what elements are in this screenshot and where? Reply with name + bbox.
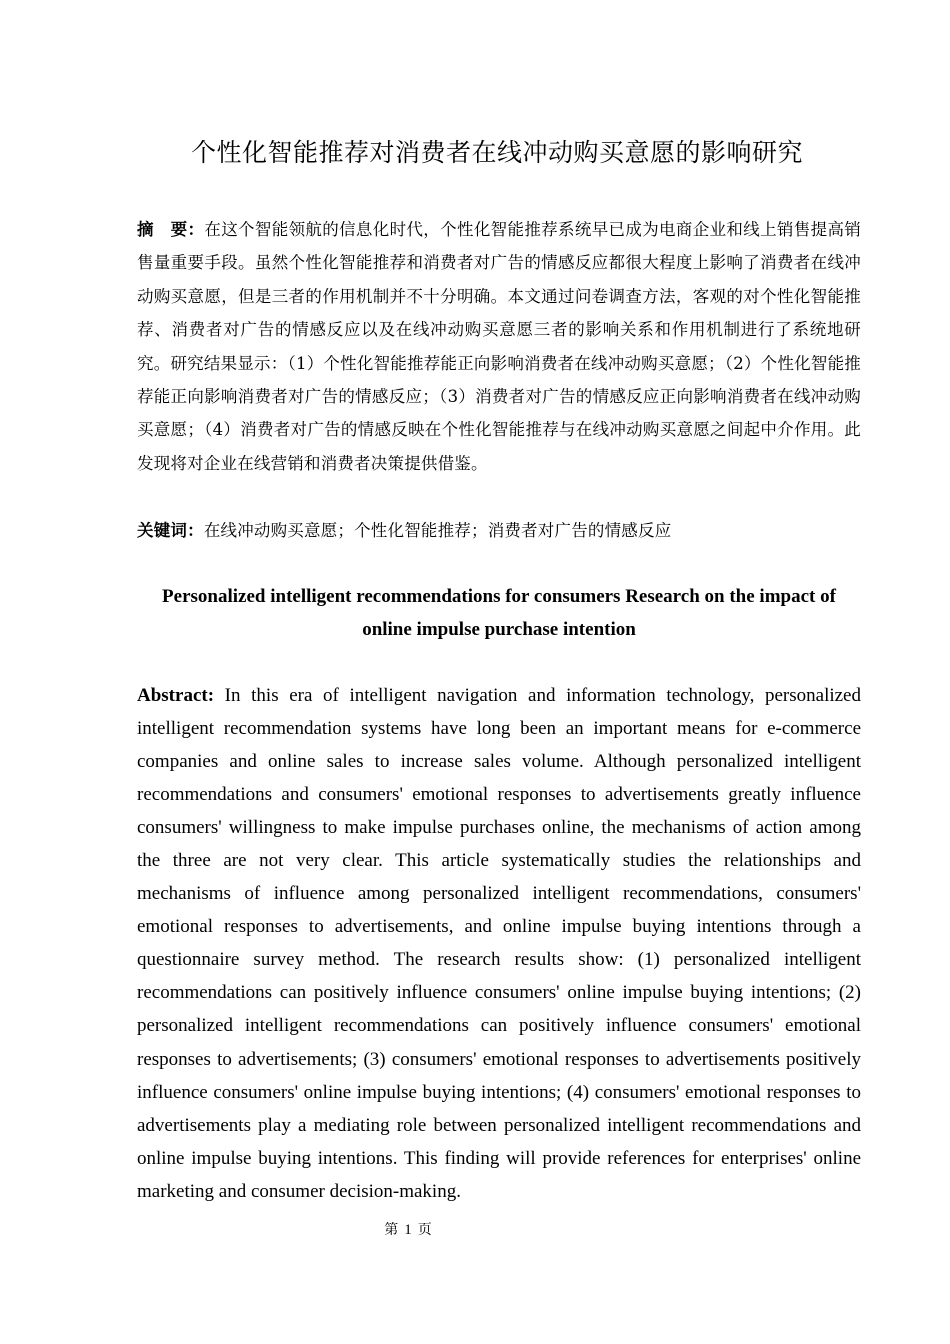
chinese-abstract-text: 在这个智能领航的信息化时代，个性化智能推荐系统早已成为电商企业和线上销售提高销售量重要手段。虽然个性化智能推荐和消费者对广告的情感反应都很大程度上影响了消费者在线冲动购买意愿，但是三者的作用机制并不十分明确。本文通过问卷调查方法，客观的对个性化智能推荐、消费者对广告的情感反应以及在线冲动购买意愿三者的影响关系和作用机制进行了系统地研究。研究结果显示：（1）个性化智能推荐能正向影响消费者在线冲动购买意愿；（2）个性化智能推荐能正向影响消费者对广告的情感反应；（3）消费者对广告的情感反应正向影响消费者在线冲动购买意愿；（4）消费者对广告的情感反映在个性化智能推荐与在线冲动购买意愿之间起中介作用。此发现将对企业在线营销和消费者决策提供借鉴。 [137,220,861,473]
footer-prefix: 第 [384,1222,399,1238]
page-footer [0,1220,816,1240]
chinese-title: 个性化智能推荐对消费者在线冲动购买意愿的影响研究 [190,138,803,167]
footer-suffix: 页 [417,1222,432,1238]
chinese-keywords [137,514,861,547]
page-number: 1 [404,1222,412,1238]
chinese-keywords-label: 关键词： [137,521,204,540]
english-abstract [137,679,861,1208]
english-abstract-text: In this era of intelligent navigation and information technology, personalized intelligent recommendation systems have long been an important means for e-commerce companies and online sales to increase sales volume. Although personalized intelligent recommendations and consumers' emotional responses to advertisements greatly influence consumers' willingness to make impulse purchases online, the mechanisms of action among the three are not very clear. This article systematically studies the relationships and mechanisms of influence among personalized intelligent recommendations, consumers' emotional responses to advertisements, and online impulse buying intentions through a questionnaire survey method. The research results show: (1) personalized intelligent recommendations can positively influence consumers' online impulse buying intentions; (2) personalized intelligent recommendations can positively influence consumers' emotional responses to advertisements; (3) consumers' emotional responses to advertisements positively influence consumers' online impulse buying intentions; (4) consumers' emotional responses to advertisements play a mediating role between personalized intelligent recommendations and online impulse buying intentions. This finding will provide references for enterprises' online marketing and consumer decision-making. [137,685,861,1202]
english-abstract-label: Abstract: [137,685,215,706]
chinese-keywords-text: 在线冲动购买意愿；个性化智能推荐；消费者对广告的情感反应 [203,521,672,540]
chinese-abstract [137,213,861,480]
chinese-abstract-label: 摘 要： [137,220,205,239]
english-title: Personalized intelligent recommendations for consumers Research on the impact of online impulse purchase intention [162,586,836,640]
